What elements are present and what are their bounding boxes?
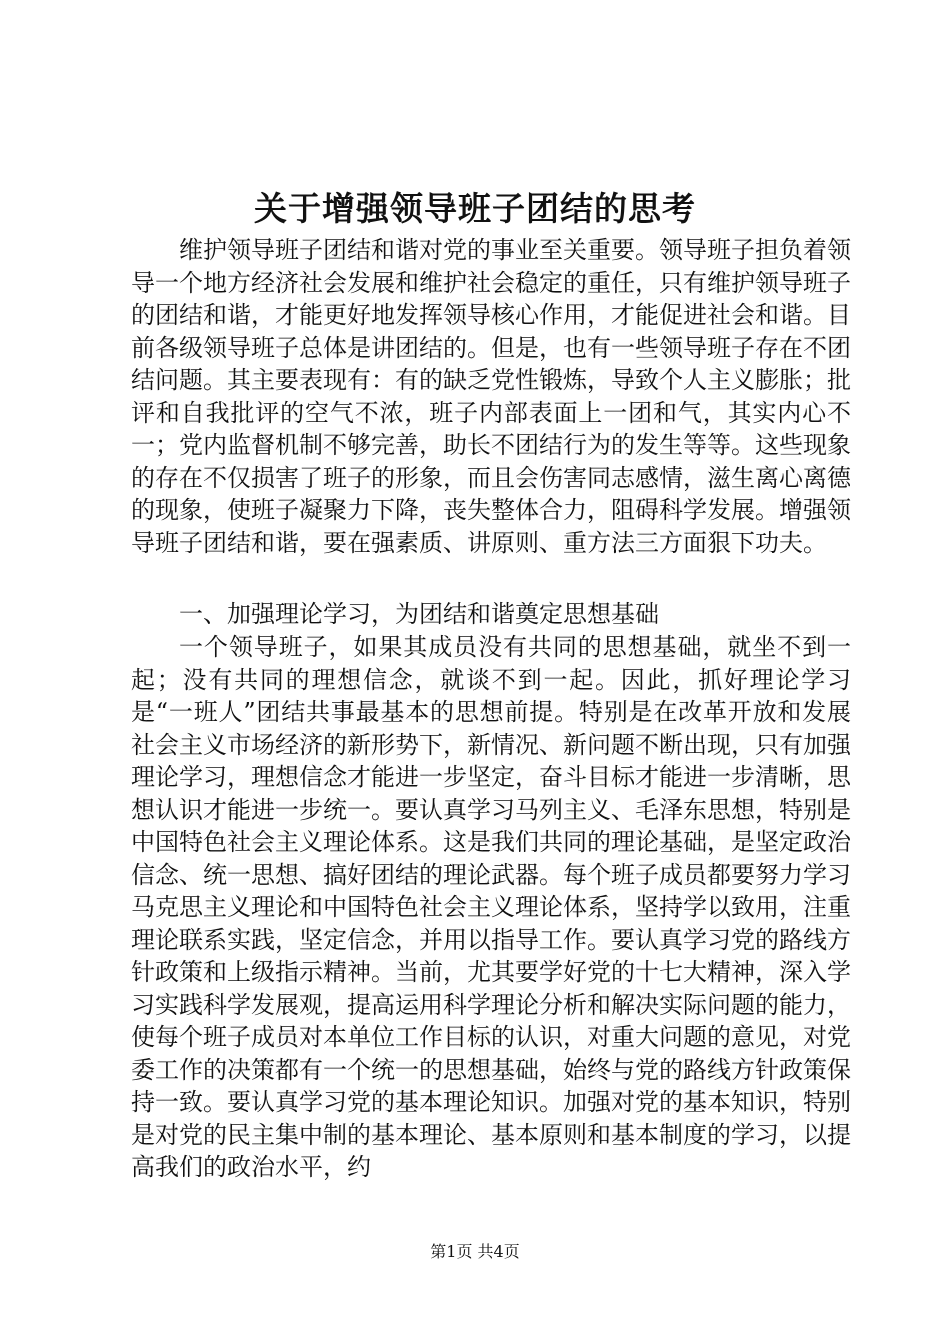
section-heading xyxy=(131,598,851,631)
page-number-footer: 第1页 共4页 xyxy=(430,1242,520,1261)
paragraph-text: 维护领导班子团结和谐对党的事业至关重要。领导班子担负着领导一个地方经济社会发展和维护社会稳定的重任，只有维护领导班子的团结和谐，才能更好地发挥领导核心作用，才能促进社会和谐。目前各级领导班子总体是讲团结的。但是，也有一些领导班子存在不团结问题。其主要表现有：有的缺乏党性锻炼，导致个人主义膨胀；批评和自我批评的空气不浓，班子内部表面上一团和气，其实内心不一；党内监督机制不够完善，助长不团结行为的发生等等。这些现象的存在不仅损害了班子的形象，而且会伤害同志感情，滋生离心离德的现象，使班子凝聚力下降，丧失整体合力，阻碍科学发展。增强领导班子团结和谐，要在强素质、讲原则、重方法三方面狠下功夫。 xyxy=(131,236,851,557)
section-heading-text: 一、加强理论学习，为团结和谐奠定思想基础 xyxy=(179,600,659,628)
document-title: 关于增强领导班子团结的思考 xyxy=(254,189,696,228)
intro-paragraph xyxy=(131,234,851,559)
paragraph-text: 一个领导班子，如果其成员没有共同的思想基础，就坐不到一起；没有共同的理想信念，就谈不到一起。因此，抓好理论学习是“一班人”团结共事最基本的思想前提。特别是在改革开放和发展社会主义市场经济的新形势下，新情况、新问题不断出现，只有加强理论学习，理想信念才能进一步坚定，奋斗目标才能进一步清晰，思想认识才能进一步统一。要认真学习马列主义、毛泽东思想，特别是中国特色社会主义理论体系。这是我们共同的理论基础，是坚定政治信念、统一思想、搞好团结的理论武器。每个班子成员都要努力学习马克思主义理论和中国特色社会主义理论体系，坚持学以致用，注重理论联系实践，坚定信念，并用以指导工作。要认真学习党的路线方针政策和上级指示精神。当前，尤其要学好党的十七大精神，深入学习实践科学发展观，提高运用科学理论分析和解决实际问题的能力，使每个班子成员对本单位工作目标的认识，对重大问题的意见，对党委工作的决策都有一个统一的思想基础，始终与党的路线方针政策保持一致。要认真学习党的基本理论知识。加强对党的基本知识，特别是对党的民主集中制的基本理论、基本原则和基本制度的学习，以提高我们的政治水平，约 xyxy=(131,633,851,1181)
section-paragraph xyxy=(131,631,851,1184)
